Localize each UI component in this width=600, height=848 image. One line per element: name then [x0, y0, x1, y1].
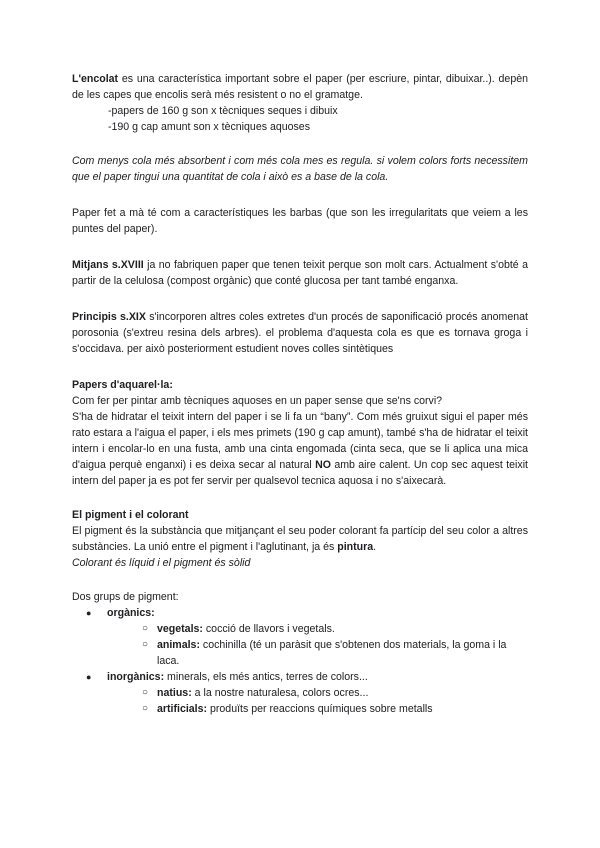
paper-ma-paragraph: Paper fet a mà té com a característiques les barbas (que son les irregularitats que veiem a les puntes del paper). — [72, 207, 528, 235]
mitjans-text: ja no fabriquen paper que tenen teixit perque son molt cars. Actualment s'obté a partir de la celulosa (compost orgànic) que conté glucosa per tant també enganxa. — [72, 259, 528, 287]
principis-paragraph — [72, 309, 528, 357]
list-item-vegetals — [107, 621, 528, 637]
grups-intro: Dos grups de pigment: — [72, 591, 179, 603]
principis-term: Principis s.XIX — [72, 311, 146, 323]
organics-sublist — [107, 621, 528, 669]
list-item-artificials — [107, 701, 528, 717]
pigment-text-bold: pintura — [337, 541, 374, 553]
inorganics-label: inorgànics: — [107, 671, 165, 683]
pigment-heading-text: El pigment i el colorant — [72, 509, 189, 521]
aquarella-body-text-1: S'ha de hidratar el teixit intern del paper i se li fa un “bany”. Com més gruixut sigui el paper més rato estara a l'aigua el paper, i els mes primets (190 g cap amunt), també s'ha de hidratar el teixit intern i encolar-lo en una fusta, amb una cinta engomada (cinta seca, que se li aplica una mica d'aigua perquè enganxi) i es deixa secar al natural — [72, 411, 528, 471]
pigment-paragraph — [72, 523, 528, 555]
list-item-organics — [72, 605, 528, 669]
pigment-groups-list — [72, 605, 528, 717]
aquarella-heading-text: Papers d'aquarel·la: — [72, 379, 173, 391]
cola-note: Com menys cola més absorbent i com més cola mes es regula. si volem colors forts necessitem que el paper tingui una quantitat de cola i això es a base de la cola. — [72, 155, 528, 183]
bullet-icon: ● — [86, 608, 92, 618]
aquarella-heading — [72, 377, 528, 393]
bullet-icon: ● — [86, 672, 92, 682]
encolat-line-1: -papers de 160 g son x tècniques seques i dibuix — [108, 105, 338, 117]
pigment-italic-note: Colorant és líquid i el pigment és sòlid — [72, 557, 251, 569]
animals-label: animals: — [157, 639, 200, 651]
circle-bullet-icon: ○ — [142, 687, 149, 698]
aquarella-body — [72, 409, 528, 489]
mitjans-term: Mitjans s.XVIII — [72, 259, 144, 271]
principis-text: s'incorporen altres coles extretes d'un procés de saponificació procés anomenat porosonia (s'extreu resina dels arbres). el problema d'aquesta cola es que es tornava groga i s'occidava. per això posteriorment estudient noves colles sintètiques — [72, 311, 528, 355]
circle-bullet-icon: ○ — [142, 623, 149, 634]
list-item-natius — [107, 685, 528, 701]
pigment-text-2: . — [373, 541, 377, 553]
document-body — [72, 71, 528, 717]
encolat-paragraph — [72, 71, 528, 103]
aquarella-body-bold: NO — [315, 459, 331, 471]
encolat-line-2: -190 g cap amunt son x tècniques aquoses — [108, 121, 311, 133]
inorganics-sublist — [107, 685, 528, 717]
vegetals-label: vegetals: — [157, 623, 203, 635]
artificials-text: produïts per reaccions químiques sobre metalls — [207, 703, 433, 715]
organics-label: orgànics: — [107, 607, 155, 619]
encolat-term: L'encolat — [72, 73, 119, 85]
pigment-text-1: El pigment és la substància que mitjançant el seu poder colorant fa partícip del seu color a altres substàncies. La unió entre el pigment i l'aglutinant, ja és — [72, 525, 528, 553]
natius-label: natius: — [157, 687, 192, 699]
mitjans-paragraph — [72, 257, 528, 289]
encolat-text: es una característica important sobre el paper (per escriure, pintar, dibuixar..). depèn de les capes que encolis serà més resistent o no el gramatge. — [72, 73, 528, 101]
artificials-label: artificials: — [157, 703, 208, 715]
circle-bullet-icon: ○ — [142, 703, 149, 714]
natius-text: a la nostre naturalesa, colors ocres... — [191, 687, 369, 699]
animals-text: cochinilla (té un paràsit que s'obtenen dos materials, la goma i la laca. — [157, 639, 507, 667]
pigment-heading — [72, 507, 528, 523]
list-item-inorganics — [72, 669, 528, 717]
list-item-animals — [107, 637, 528, 669]
vegetals-text: cocció de llavors i vegetals. — [202, 623, 335, 635]
inorganics-text: minerals, els més antics, terres de colors... — [164, 671, 368, 683]
aquarella-question: Com fer per pintar amb tècniques aquoses en un paper sense que se'ns corvi? — [72, 395, 443, 407]
circle-bullet-icon: ○ — [142, 639, 149, 650]
aquarella-body-text-2: amb aire calent. Un cop sec aquest teixit intern del paper ja es pot fer servir per qualsevol tecnica aquosa i no s'aixecarà. — [72, 459, 528, 487]
